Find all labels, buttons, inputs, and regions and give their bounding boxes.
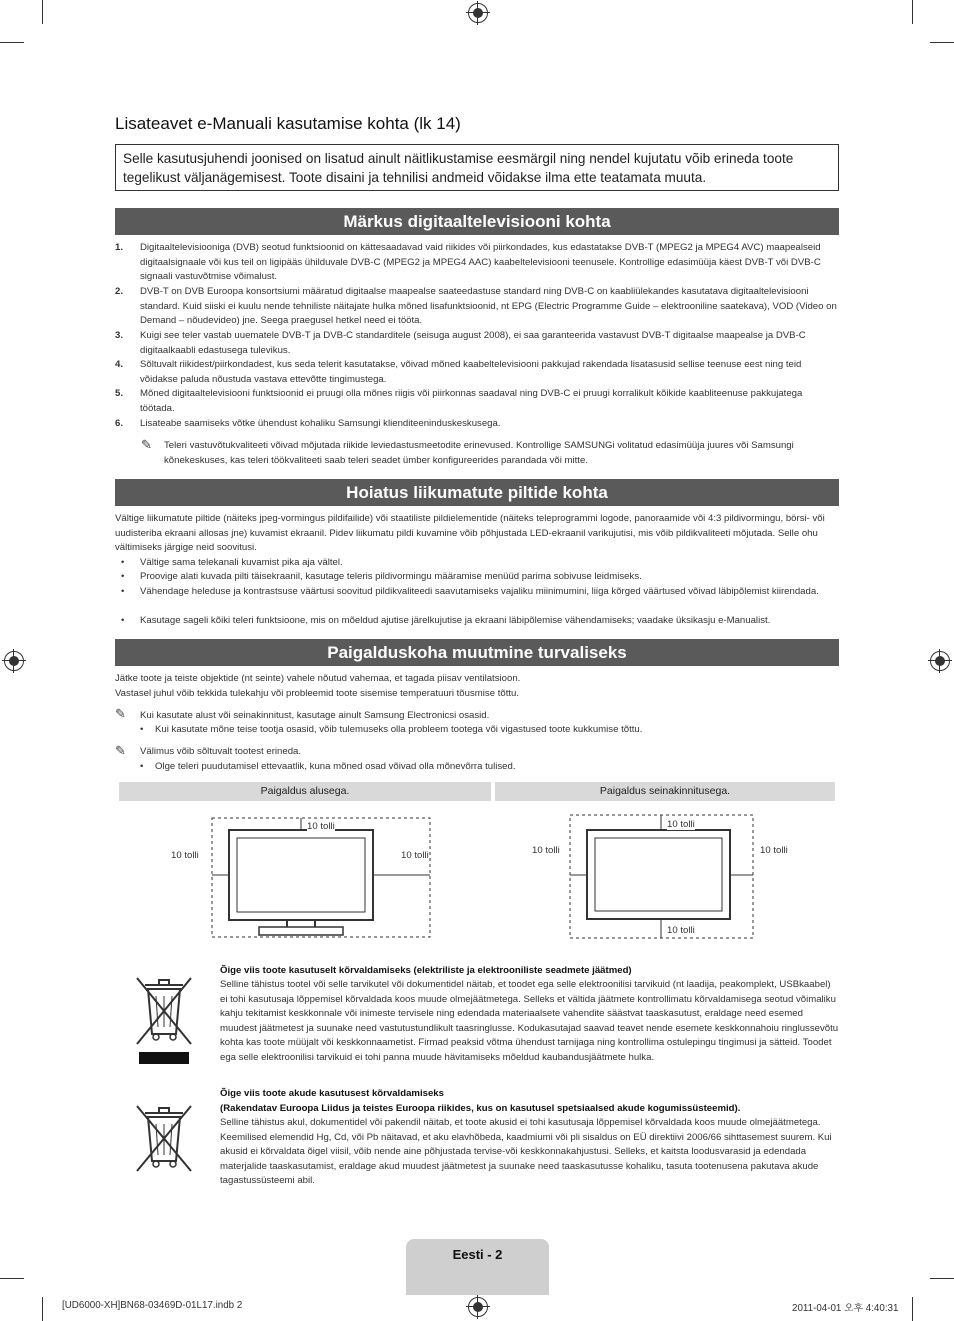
item-number: 1. — [115, 242, 124, 253]
bullet-text: Vältige sama telekanali kuvamist pika aja vältel. — [140, 557, 343, 568]
column-heading-wall: Paigaldus seinakinnitusega. — [495, 782, 835, 801]
clearance-label: 10 tolli — [171, 850, 199, 861]
page-number: Eesti - 2 — [452, 1247, 503, 1262]
list-item: • Proovige alati kuvada pilti täisekraanil, kasutage teleris pildivormingu määramise menüüd parima sobivuse leidmiseks. — [115, 570, 839, 585]
weee-text: Selline tähistus tootel või selle tarvikutel või dokumentidel näitab, et toodet ega selle elektroonilisi tarvikuid (nt laadija, peakomplekt, USBkaabel) ei tohi kasutusaja lõppemisel kõrvaldada koos muude olmejäätmetega. Selleks et vältida jäätmete kontrollimatu kõrvaldamisega seotud võimaliku kahju tekitamist keskkonnale või inimeste tervisele ning edendada materiaalsete vahendite säästvat taaskasutust, eraldage need esemed muudest jäätmetest ja suunake need vastutustundlikult taasringlusse. Kodukasutajad saavad teavet nende esemete keskkonnahoiu ringlussevõtu kohta kas toote müüjalt või keskkonnaametist. Firmad peaksid võtma ühendust tarnijaga ning kontrollima ostulepingu tingimusi ja sätteid. Toodet ega selle elektroonilisi tarvikuid ei tohi panna muude hävitamiseks mõeldud kaubandusjäätmete hulka. — [220, 979, 839, 1063]
clearance-label: 10 tolli — [532, 845, 560, 856]
list-item: • Olge teleri puudutamisel ettevaatlik, kuna mõned osad võivad olla mõnevõrra tulised. — [140, 760, 839, 775]
list-item — [115, 241, 839, 285]
item-text: Kuigi see teler vastab uuematele DVB-T ja DVB-C standarditele (seisuga august 2008), ei saa garanteerida vastavust DVB-T digitaalse maapealse ja DVB-C digitaalkaabli edastusega tulevikus. — [140, 330, 806, 356]
note-pencil-icon: ✎ — [115, 706, 126, 721]
crop-mark — [912, 1297, 913, 1321]
clearance-label: 10 tolli — [307, 821, 335, 832]
note-pencil-icon: ✎ — [115, 743, 126, 758]
item-text: Lisateabe saamiseks võtke ühendust kohaliku Samsungi klienditeeninduskeskusega. — [140, 418, 501, 429]
weee-bin-icon — [133, 972, 195, 1068]
crop-mark — [912, 0, 913, 24]
section-heading-dvb: Märkus digitaaltelevisiooni kohta — [115, 208, 839, 235]
install-note-1: Kui kasutate alust või seinakinnitust, kasutage ainult Samsung Electronicsi osasid. — [140, 710, 490, 721]
item-number: 3. — [115, 330, 124, 341]
clearance-label: 10 tolli — [667, 925, 695, 936]
still-intro: Vältige liikumatute piltide (näiteks jpeg-vormingus pildifailide) või staatiliste pildielementide (näiteks teleprogrammi logode, panoraamide või 4:3 pildivormingu, börsi- või uudisteriba ekraani allosas jne) kuvamist ekraanil. Pidev liikumatu pildi kuvamine võib põhjustada LED-ekraanil varikujutisi, mis võib pildikvaliteeti mõjutada. Selle ohu vältimiseks järgige neid soovitusi. — [115, 513, 825, 554]
list-item: • Kui kasutate mõne teise tootja osasid, võib tulemuseks olla probleem tootega või vigastused toote kukkumise tõttu. — [140, 723, 839, 738]
item-text: Digitaaltelevisiooniga (DVB) seotud funktsioonid on kättesaadavad vaid riikides või piirkondades, kus edastatakse DVB-T (MPEG2 ja MPEG4 AVC) maapealseid digitaalsignaale või kus teil on ligipääs ühilduvale DVB-C (MPEG2 ja MPEG4 AAC) kaabeltelevisiooni teenusele. Kontrollige edasimüüja käest DVB-T või DVB-C signaali vastuvõtmise võimalust. — [140, 242, 821, 283]
dvb-note: Teleri vastuvõtukvaliteeti võivad mõjutada riikide leviedastusmeetodite erinevused. Kontrollige SAMSUNGi volitatud edasimüüja juures või Samsungi kõnekeskuses, kas teleri töökvaliteeti saab teleri seadet ümber konfigureerides parandada või mitte. — [164, 440, 794, 466]
install-note-2: Välimus võib sõltuvalt tootest erineda. — [140, 746, 302, 757]
list-item — [115, 417, 839, 432]
crop-mark — [930, 42, 954, 43]
item-text: Sõltuvalt riikidest/piirkondadest, kus seda telerit kasutatakse, võivad mõned kaabeltelevisiooni pakkujad rakendada lisatasusid sellise teenuse eest ning teid võidakse paluda nõustuda vastava ettevõtte tingimustega. — [140, 359, 802, 385]
item-text: DVB-T on DVB Euroopa konsortsiumi määratud digitaalse maapealse saateedastuse standard ning DVB-C on kaabliülekandes kasutatava digitaaltelevisiooni standard. Kuid siiski ei kuulu nende tehniliste näitajate hulka mõned lisafunktsioonid, nt EPG (Electric Programme Guide – elektrooniline saatekava), VOD (Video on Demand – nõudevideo) jne. Seega praegusel hetkel need ei tööta. — [140, 286, 837, 327]
note-pencil-icon: ✎ — [141, 437, 152, 452]
crop-mark — [930, 1278, 954, 1279]
notice-box: Selle kasutusjuhendi joonised on lisatud ainult näitlikustamise eesmärgil ning nendel kujutatu võib erineda toote tegelikust väljanägemisest. Toote disaini ja tehnilisi andmeid võidakse ilma ette teatamata muuta. — [115, 144, 839, 191]
section-heading-installation: Paigalduskoha muutmine turvaliseks — [115, 639, 839, 666]
section-heading-still-image: Hoiatus liikumatute piltide kohta — [115, 479, 839, 506]
crop-mark — [0, 42, 24, 43]
battery-bin-icon — [133, 1103, 195, 1173]
item-number: 2. — [115, 286, 124, 297]
clearance-label: 10 tolli — [401, 850, 429, 861]
battery-text: Selline tähistus akul, dokumentidel või pakendil näitab, et toote akusid ei tohi kasutusaja lõppemisel kõrvaldada koos muude olmejäätmetega. Keemilised elemendid Hg, Cd, või Pb näitavad, et aku elavhõbeda, kaadmiumi või pli sisaldus on EÜ direktiivi 2006/66 sihttasemest suurem. Kui akusid ei kõrvaldata õigel viisil, võib nende aine põhjustada tervise-või keskkonnakahjustusi. Selleks, et kaitsta loodusvarasid ja edendada materjalide taaskasutamist, eraldage akud muudest jäätmetest ja suunake need taaskasutusse kohaliku, tasuta tootenusena pakutava akude tagastussüsteemi abil. — [220, 1117, 832, 1187]
list-item — [115, 329, 839, 358]
clearance-label: 10 tolli — [667, 819, 695, 830]
item-number: 4. — [115, 359, 124, 370]
clearance-label: 10 tolli — [760, 845, 788, 856]
crop-mark — [42, 0, 43, 24]
registration-mark-icon — [468, 3, 488, 23]
page-title: Lisateavet e-Manuali kasutamise kohta (lk 14) — [115, 114, 461, 133]
bullet-text: Proovige alati kuvada pilti täisekraanil, kasutage teleris pildivormingu määramise menüüd parima sobivuse leidmiseks. — [140, 571, 642, 582]
item-number: 5. — [115, 388, 124, 399]
item-number: 6. — [115, 418, 124, 429]
bullet-text: Olge teleri puudutamisel ettevaatlik, kuna mõned osad võivad olla mõnevõrra tulised. — [155, 761, 516, 772]
crop-mark — [42, 1297, 43, 1321]
install-intro-2: Vastasel juhul võib tekkida tulekahju või probleemid toote sisemise temperatuuri tõusmise tõttu. — [115, 688, 520, 699]
wall-installation-diagram — [495, 805, 835, 945]
item-text: Mõned digitaaltelevisiooni funktsioonid ei pruugi olla mõnes riigis või piirkonnas saadaval ning DVB-C ei pruugi korralikult kõikide kaabliteenuse pakkujatega töötada. — [140, 388, 803, 414]
print-slug-date: 2011-04-01 오후 4:40:31 — [792, 1303, 899, 1314]
registration-mark-icon — [468, 1297, 488, 1317]
bullet-text: Kui kasutate mõne teise tootja osasid, võib tulemuseks olla probleem tootega või vigastused toote kukkumise tõttu. — [155, 724, 643, 735]
list-item: • Kasutage sageli kõiki teleri funktsioone, mis on mõeldud ajutise järelkujutise ja ekraani läbipõlemise vähendamiseks; vaadake üksikasju e-Manualist. — [115, 614, 839, 629]
list-item: • Vähendage heleduse ja kontrastsuse väärtusi soovitud pildikvaliteedi saavutamiseks vajaliku miinimumini, liiga kõrged väärtused võivad läbipõlemist kiirendada. — [115, 585, 839, 600]
battery-subtitle: (Rakendatav Euroopa Liidus ja teistes Euroopa riikides, kus on kasutusel spetsiaalsed akude kogumissüsteemid). — [220, 1103, 741, 1114]
bullet-text: Vähendage heleduse ja kontrastsuse väärtusi soovitud pildikvaliteedi saavutamiseks vajaliku miinimumini, liiga kõrged väärtused võivad läbipõlemist kiirendada. — [140, 586, 819, 597]
registration-mark-icon — [930, 651, 950, 671]
battery-title: Õige viis toote akude kasutusest kõrvaldamiseks — [220, 1088, 444, 1099]
list-item — [115, 285, 839, 329]
list-item — [115, 358, 839, 387]
crop-mark — [0, 1278, 24, 1279]
list-item — [115, 387, 839, 416]
install-intro-1: Jätke toote ja teiste objektide (nt seinte) vahele nõutud vahemaa, et tagada piisav ventilatsioon. — [115, 673, 521, 684]
weee-title: Õige viis toote kasutuselt kõrvaldamiseks (elektriliste ja elektrooniliste seadmete jäätmed) — [220, 965, 632, 976]
list-item: • Vältige sama telekanali kuvamist pika aja vältel. — [115, 556, 839, 571]
print-slug-file: [UD6000-XH]BN68-03469D-01L17.indb 2 — [62, 1300, 243, 1311]
column-heading-stand: Paigaldus alusega. — [119, 782, 491, 801]
bullet-text: Kasutage sageli kõiki teleri funktsioone, mis on mõeldud ajutise järelkujutise ja ekraani läbipõlemise vähendamiseks; vaadake üksikasju e-Manualist. — [140, 615, 771, 626]
stand-installation-diagram — [119, 805, 491, 945]
registration-mark-icon — [4, 651, 24, 671]
